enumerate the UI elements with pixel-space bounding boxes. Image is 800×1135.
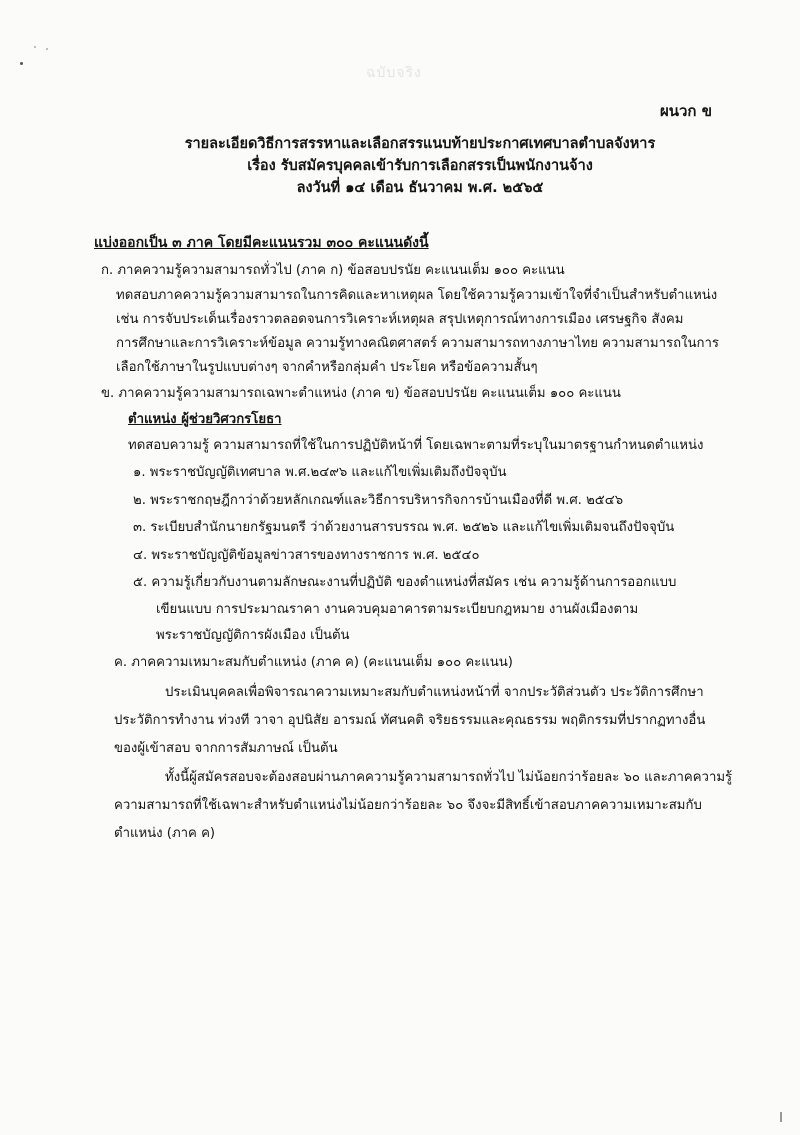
part-c-header: ค. ภาคความเหมาะสมกับตำแหน่ง (ภาค ค) (คะแนนเต็ม ๑๐๐ คะแนน)	[114, 655, 513, 670]
part-a-body-line: เช่น การจับประเด็นเรื่องราวตลอดจนการวิเคราะห์เหตุผล สรุปเหตุการณ์ทางการเมือง เศรษฐกิจ สังคม	[116, 312, 684, 327]
part-a-body-line: การศึกษาและการวิเคราะห์ข้อมูล ความรู้ทางคณิตศาสตร์ ความสามารถทางภาษาไทย ความสามารถในการ	[116, 336, 719, 351]
law-item-continuation: พระราชบัญญัติการผังเมือง เป็นต้น	[156, 628, 350, 643]
law-item-continuation: เขียนแบบ การประมาณราคา งานควบคุมอาคารตามระเบียบกฎหมาย งานผังเมืองตาม	[156, 602, 639, 617]
annex-label: ผนวก ข	[659, 102, 712, 120]
section-heading: แบ่งออกเป็น ๓ ภาค โดยมีคะแนนรวม ๓๐๐ คะแนนดังนี้	[94, 235, 429, 251]
part-c-body-line: ประวัติการทำงาน ท่วงที วาจา อุปนิสัย อารมณ์ ทัศนคติ จริยธรรมและคุณธรรม พฤติกรรมที่ปรากฏทางอื่น	[114, 713, 706, 728]
law-item: ๑. พระราชบัญญัติเทศบาล พ.ศ.๒๔๙๖ และแก้ไขเพิ่มเติมถึงปัจจุบัน	[133, 465, 507, 480]
scan-speck	[34, 46, 36, 48]
title-line-2: เรื่อง รับสมัครบุคคลเข้ารับการเลือกสรรเป็นพนักงานจ้าง	[247, 158, 593, 174]
title-line-1: รายละเอียดวิธีการสรรหาและเลือกสรรแนบท้ายประกาศเทศบาลตำบลจังหาร	[184, 136, 656, 152]
part-a-body-line: ทดสอบภาคความรู้ความสามารถในการคิดและหาเหตุผล โดยใช้ความรู้ความเข้าใจที่จำเป็นสำหรับตำแหน่ง	[116, 288, 718, 303]
part-a-body-line: เลือกใช้ภาษาในรูปแบบต่างๆ จากคำหรือกลุ่มคำ ประโยค หรือข้อความสั้นๆ	[116, 360, 538, 375]
law-item: ๕. ความรู้เกี่ยวกับงานตามลักษณะงานที่ปฏิบัติ ของตำแหน่งที่สมัคร เช่น ความรู้ด้านการออกแบบ	[133, 575, 677, 590]
part-b-header: ข. ภาคความรู้ความสามารถเฉพาะตำแหน่ง (ภาค ข) ข้อสอบปรนัย คะแนนเต็ม ๑๐๐ คะแนน	[101, 386, 621, 401]
scan-speck	[780, 1112, 782, 1122]
law-item: ๒. พระราชกฤษฎีกาว่าด้วยหลักเกณฑ์และวิธีการบริหารกิจการบ้านเมืองที่ดี พ.ศ. ๒๕๔๖	[133, 493, 624, 508]
scan-speck	[20, 62, 23, 65]
scan-speck	[46, 48, 48, 50]
conclusion-line: ทั้งนี้ผู้สมัครสอบจะต้องสอบผ่านภาคความรู้ความสามารถทั่วไป ไม่น้อยกว่าร้อยละ ๖๐ และภาคความรู้	[165, 770, 733, 785]
law-item: ๓. ระเบียบสำนักนายกรัฐมนตรี ว่าด้วยงานสารบรรณ พ.ศ. ๒๕๒๖ และแก้ไขเพิ่มเติมจนถึงปัจจุบัน	[133, 520, 675, 535]
document-title	[140, 133, 700, 199]
faint-bleed-through-text: ฉบับจริง	[366, 65, 422, 81]
part-b-intro: ทดสอบความรู้ ความสามารถที่ใช้ในการปฏิบัติหน้าที่ โดยเฉพาะตามที่ระบุในมาตรฐานกำหนดตำแหน่ง	[128, 438, 704, 453]
conclusion-line: ตำแหน่ง (ภาค ค)	[114, 826, 216, 841]
part-a-header: ก. ภาคความรู้ความสามารถทั่วไป (ภาค ก) ข้อสอบปรนัย คะแนนเต็ม ๑๐๐ คะแนน	[101, 263, 565, 278]
title-line-3: ลงวันที่ ๑๔ เดือน ธันวาคม พ.ศ. ๒๕๖๕	[296, 180, 544, 196]
part-c-body-line: ของผู้เข้าสอบ จากการสัมภาษณ์ เป็นต้น	[114, 741, 338, 756]
conclusion-line: ความสามารถที่ใช้เฉพาะสำหรับตำแหน่งไม่น้อยกว่าร้อยละ ๖๐ จึงจะมีสิทธิ์เข้าสอบภาคความเหมาะสมกับ	[114, 798, 702, 813]
part-c-body-line: ประเมินบุคคลเพื่อพิจารณาความเหมาะสมกับตำแหน่งหน้าที่ จากประวัติส่วนตัว ประวัติการศึกษา	[165, 685, 704, 700]
position-title: ตำแหน่ง ผู้ช่วยวิศวกรโยธา	[128, 412, 282, 427]
law-item: ๔. พระราชบัญญัติข้อมูลข่าวสารของทางราชการ พ.ศ. ๒๕๔๐	[133, 548, 480, 563]
